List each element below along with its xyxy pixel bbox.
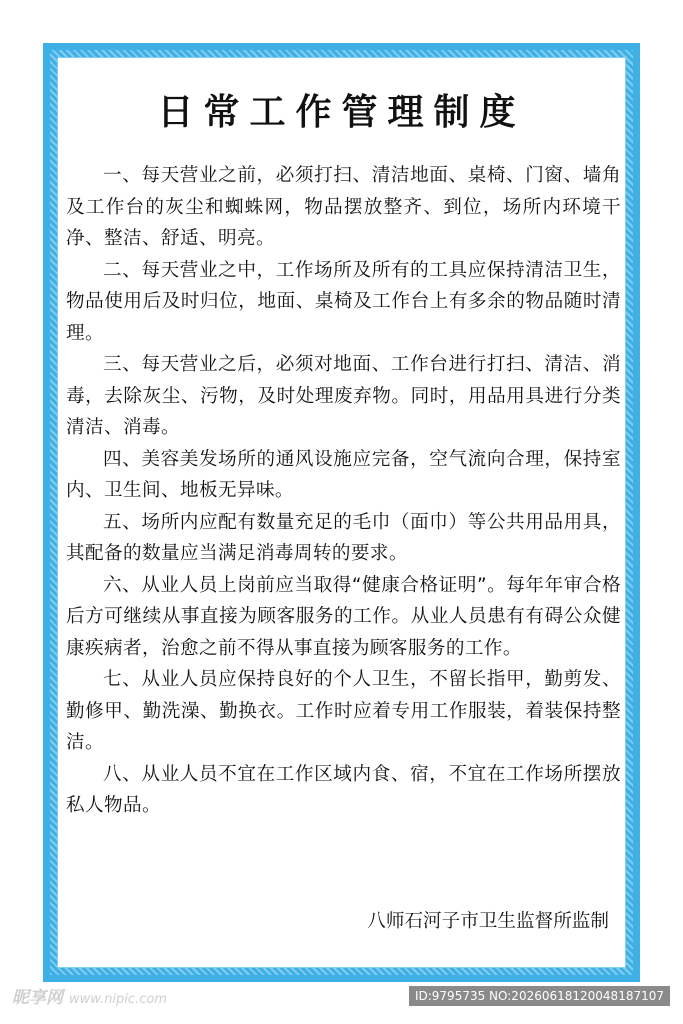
clause-list bbox=[66, 160, 621, 822]
clause-5: 五、场所内应配有数量充足的毛巾（面巾）等公共用品用具，其配备的数量应当满足消毒周转的要求。 bbox=[66, 511, 621, 564]
watermark-url: www.nipic.com bbox=[69, 992, 167, 1007]
watermark-id: ID:9795735 NO:20260618120048187107 bbox=[409, 986, 670, 1006]
clause-6: 六、从业人员上岗前应当取得“健康合格证明”。每年年审合格后方可继续从事直接为顾客服务的工作。从业人员患有有碍公众健康疾病者，治愈之前不得从事直接为顾客服务的工作。 bbox=[66, 574, 621, 659]
clause-4: 四、美容美发场所的通风设施应完备，空气流向合理，保持室内、卫生间、地板无异味。 bbox=[66, 448, 621, 501]
clause-7: 七、从业人员应保持良好的个人卫生，不留长指甲，勤剪发、勤修甲、勤洗澡、勤换衣。工作时应着专用工作服装，着装保持整洁。 bbox=[66, 669, 621, 753]
watermark-brand-name: 昵享网 bbox=[12, 988, 63, 1008]
document-title: 日常工作管理制度 bbox=[157, 92, 526, 133]
clause-8: 八、从业人员不宜在工作区域内食、宿，不宜在工作场所摆放私人物品。 bbox=[66, 763, 621, 816]
issuer-signature: 八师石河子市卫生监督所监制 bbox=[367, 911, 609, 932]
watermark-brand bbox=[12, 987, 167, 1011]
clause-2: 二、每天营业之中，工作场所及所有的工具应保持清洁卫生，物品使用后及时归位，地面、桌椅及工作台上有多余的物品随时清理。 bbox=[66, 259, 621, 344]
clause-3: 三、每天营业之后，必须对地面、工作台进行打扫、清洁、消毒，去除灰尘、污物，及时处理废弃物。同时，用品用具进行分类清洁、消毒。 bbox=[66, 354, 621, 438]
clause-1: 一、每天营业之前，必须打扫、清洁地面、桌椅、门窗、墙角及工作台的灰尘和蜘蛛网，物品摆放整齐、到位，场所内环境干净、整洁、舒适、明亮。 bbox=[66, 165, 621, 249]
